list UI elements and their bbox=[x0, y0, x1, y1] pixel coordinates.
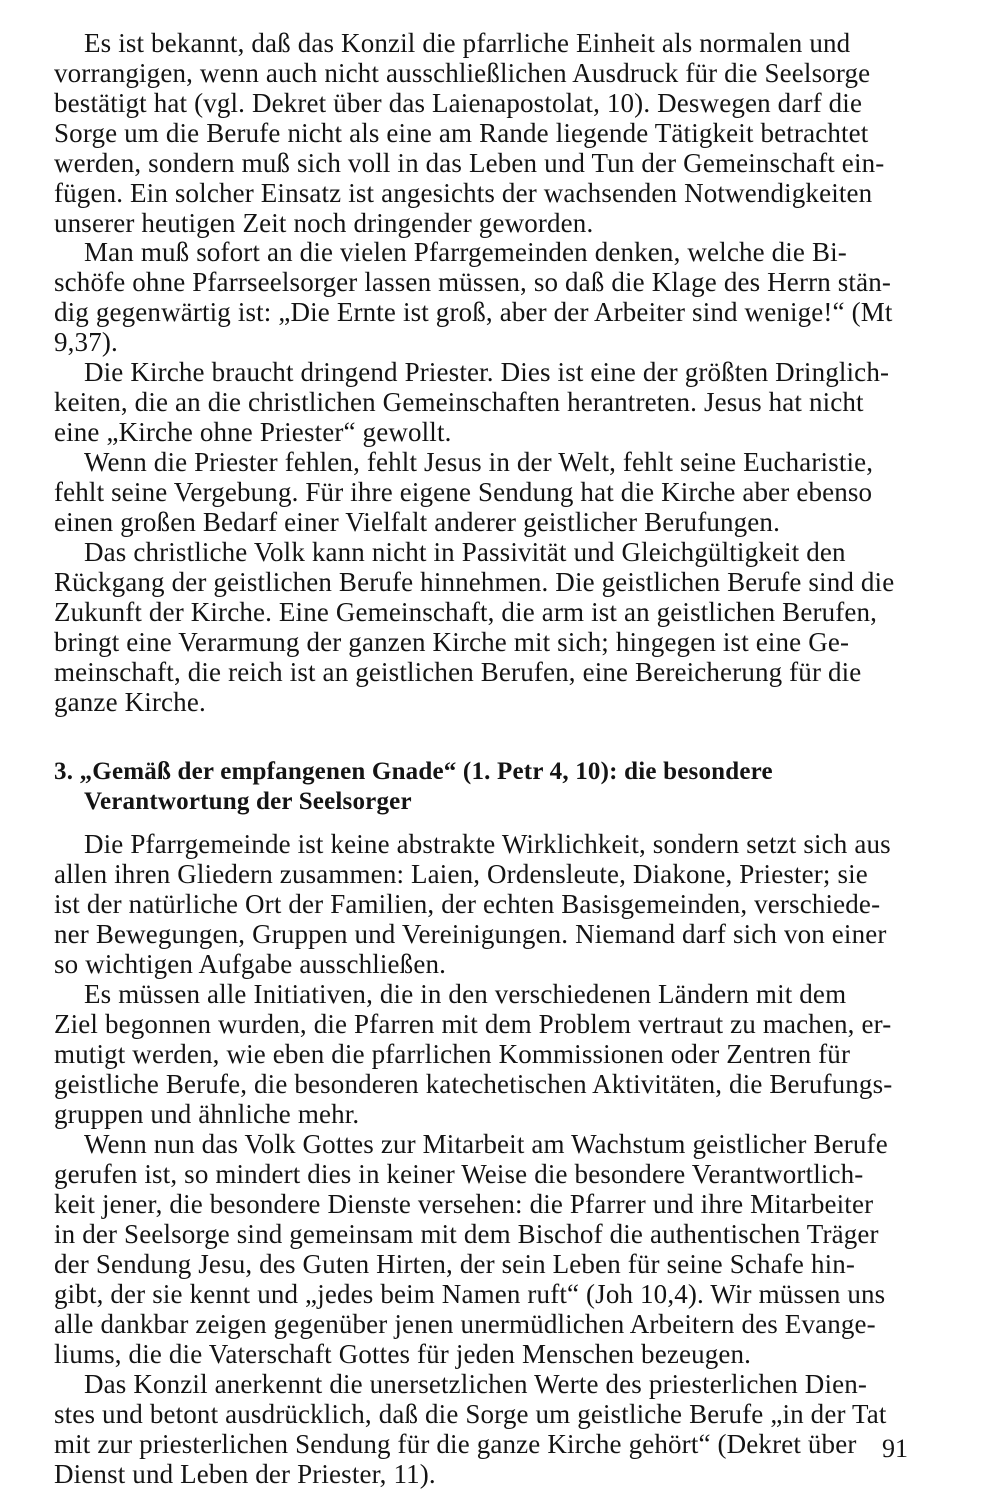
section-heading: Verantwortung der Seelsorger bbox=[84, 788, 412, 815]
text-line: Es müssen alle Initiativen, die in den verschiedenen Ländern mit dem bbox=[84, 979, 847, 1009]
text-line: Das Konzil anerkennt die unersetzlichen Werte des priesterlichen Dien- bbox=[84, 1369, 868, 1399]
text-line: mutigt werden, wie eben die pfarrlichen Kommissionen oder Zentren für bbox=[54, 1039, 851, 1069]
text-line: der Sendung Jesu, des Guten Hirten, der sein Leben für seine Schafe hin- bbox=[54, 1249, 856, 1279]
text-line: Dienst und Leben der Priester, 11). bbox=[54, 1459, 436, 1489]
text-line: in der Seelsorge sind gemeinsam mit dem Bischof die authentischen Träger bbox=[54, 1219, 879, 1249]
page-number: 91 bbox=[882, 1434, 908, 1463]
section-heading: 3. „Gemäß der empfangenen Gnade“ (1. Petr 4, 10): die besondere bbox=[54, 758, 773, 785]
text-line: keiten, die an die christlichen Gemeinschaften herantreten. Jesus hat nicht bbox=[54, 387, 864, 417]
text-line: dig gegenwärtig ist: „Die Ernte ist groß, aber der Arbeiter sind wenige!“ (Mt bbox=[54, 297, 893, 327]
text-line: mit zur priesterlichen Sendung für die ganze Kirche gehört“ (Dekret über bbox=[54, 1429, 857, 1459]
text-line: so wichtigen Aufgabe ausschließen. bbox=[54, 949, 446, 979]
text-line: Das christliche Volk kann nicht in Passivität und Gleichgültigkeit den bbox=[84, 537, 846, 567]
text-line: fügen. Ein solcher Einsatz ist angesichts der wachsenden Notwendigkeiten bbox=[54, 178, 873, 208]
text-line: allen ihren Gliedern zusammen: Laien, Ordensleute, Diakone, Priester; sie bbox=[54, 859, 868, 889]
text-line: Die Pfarrgemeinde ist keine abstrakte Wirklichkeit, sondern setzt sich aus bbox=[84, 829, 891, 859]
text-line: vorrangigen, wenn auch nicht ausschließlichen Ausdruck für die Seelsorge bbox=[54, 58, 871, 88]
text-line: bringt eine Verarmung der ganzen Kirche mit sich; hingegen ist eine Ge- bbox=[54, 627, 850, 657]
text-line: fehlt seine Vergebung. Für ihre eigene Sendung hat die Kirche aber ebenso bbox=[54, 477, 873, 507]
text-line: unserer heutigen Zeit noch dringender geworden. bbox=[54, 208, 594, 238]
text-line: Man muß sofort an die vielen Pfarrgemeinden denken, welche die Bi- bbox=[84, 237, 847, 267]
text-line: gerufen ist, so mindert dies in keiner Weise die besondere Verantwortlich- bbox=[54, 1159, 864, 1189]
text-line: keit jener, die besondere Dienste versehen: die Pfarrer und ihre Mitarbeiter bbox=[54, 1189, 874, 1219]
text-line: geistliche Berufe, die besonderen katechetischen Aktivitäten, die Berufungs- bbox=[54, 1069, 893, 1099]
text-line: Es ist bekannt, daß das Konzil die pfarrliche Einheit als normalen und bbox=[84, 28, 851, 58]
text-line: stes und betont ausdrücklich, daß die Sorge um geistliche Berufe „in der Tat bbox=[54, 1399, 887, 1429]
text-line: Sorge um die Berufe nicht als eine am Rande liegende Tätigkeit betrachtet bbox=[54, 118, 869, 148]
text-line: gibt, der sie kennt und „jedes beim Namen ruft“ (Joh 10,4). Wir müssen uns bbox=[54, 1279, 886, 1309]
text-line: gruppen und ähnliche mehr. bbox=[54, 1099, 360, 1129]
text-line: ist der natürliche Ort der Familien, der echten Basisgemeinden, verschiede- bbox=[54, 889, 881, 919]
text-line: Die Kirche braucht dringend Priester. Dies ist eine der größten Dringlich- bbox=[84, 357, 890, 387]
text-line: ner Bewegungen, Gruppen und Vereinigungen. Niemand darf sich von einer bbox=[54, 919, 887, 949]
text-line: Wenn die Priester fehlen, fehlt Jesus in der Welt, fehlt seine Eucharistie, bbox=[84, 447, 874, 477]
text-line: schöfe ohne Pfarrseelsorger lassen müssen, so daß die Klage des Herrn stän- bbox=[54, 267, 892, 297]
text-line: alle dankbar zeigen gegenüber jenen unermüdlichen Arbeitern des Evange- bbox=[54, 1309, 876, 1339]
text-line: eine „Kirche ohne Priester“ gewollt. bbox=[54, 417, 452, 447]
text-line: liums, die die Vaterschaft Gottes für jeden Menschen bezeugen. bbox=[54, 1339, 752, 1369]
text-line: werden, sondern muß sich voll in das Leben und Tun der Gemeinschaft ein- bbox=[54, 148, 885, 178]
text-line: bestätigt hat (vgl. Dekret über das Laienapostolat, 10). Deswegen darf die bbox=[54, 88, 863, 118]
text-line: ganze Kirche. bbox=[54, 687, 206, 717]
text-line: 9,37). bbox=[54, 327, 118, 357]
text-line: meinschaft, die reich ist an geistlichen Berufen, eine Bereicherung für die bbox=[54, 657, 862, 687]
text-line: Wenn nun das Volk Gottes zur Mitarbeit am Wachstum geistlicher Berufe bbox=[84, 1129, 888, 1159]
text-line: Ziel begonnen wurden, die Pfarren mit dem Problem vertraut zu machen, er- bbox=[54, 1009, 892, 1039]
text-line: Rückgang der geistlichen Berufe hinnehmen. Die geistlichen Berufe sind die bbox=[54, 567, 895, 597]
text-line: einen großen Bedarf einer Vielfalt anderer geistlicher Berufungen. bbox=[54, 507, 780, 537]
text-line: Zukunft der Kirche. Eine Gemeinschaft, die arm ist an geistlichen Berufen, bbox=[54, 597, 878, 627]
